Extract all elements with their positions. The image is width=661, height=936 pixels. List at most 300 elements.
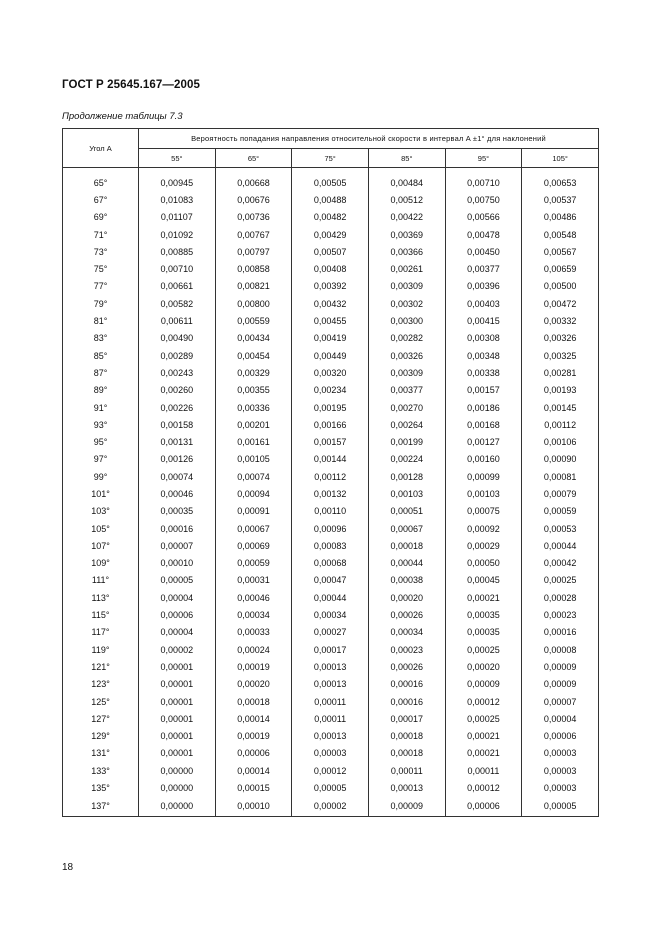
angle-column-header: Угол A [63, 129, 139, 168]
probability-cell: 0,00007 [139, 537, 216, 554]
probability-cell: 0,00945 [139, 174, 216, 191]
probability-cell: 0,00302 [368, 295, 445, 312]
angle-cell: 129° [63, 728, 139, 745]
probability-cell: 0,00021 [445, 745, 522, 762]
probability-cell: 0,00004 [139, 624, 216, 641]
probability-cell: 0,00128 [368, 468, 445, 485]
probability-cell: 0,00478 [445, 226, 522, 243]
probability-cell: 0,00396 [445, 278, 522, 295]
probability-cell: 0,00611 [139, 312, 216, 329]
probability-cell: 0,00014 [215, 762, 292, 779]
probability-cell: 0,00132 [292, 485, 369, 502]
probability-cell: 0,00014 [215, 710, 292, 727]
probability-cell: 0,00281 [522, 364, 599, 381]
probability-cell: 0,00096 [292, 520, 369, 537]
probability-cell: 0,00046 [215, 589, 292, 606]
probability-cell: 0,00018 [368, 537, 445, 554]
probability-cell: 0,00009 [368, 797, 445, 817]
probability-cell: 0,00021 [445, 589, 522, 606]
probability-cell: 0,00001 [139, 676, 216, 693]
probability-cell: 0,00338 [445, 364, 522, 381]
angle-cell: 105° [63, 520, 139, 537]
probability-cell: 0,00103 [445, 485, 522, 502]
probability-cell: 0,00490 [139, 330, 216, 347]
probability-cell: 0,00002 [292, 797, 369, 817]
angle-cell: 123° [63, 676, 139, 693]
probability-cell: 0,00028 [522, 589, 599, 606]
table-body [63, 174, 599, 816]
probability-cell: 0,00027 [292, 624, 369, 641]
probability-cell: 0,00011 [445, 762, 522, 779]
probability-cell: 0,00166 [292, 416, 369, 433]
probability-cell: 0,00736 [215, 209, 292, 226]
probability-cell: 0,00094 [215, 485, 292, 502]
probability-cell: 0,00548 [522, 226, 599, 243]
table-row [63, 693, 599, 710]
probability-cell: 0,00068 [292, 555, 369, 572]
probability-cell: 0,00006 [139, 606, 216, 623]
probability-cell: 0,00002 [139, 641, 216, 658]
probability-cell: 0,00099 [445, 468, 522, 485]
probability-cell: 0,00332 [522, 312, 599, 329]
probability-cell: 0,00026 [368, 658, 445, 675]
probability-cell: 0,00419 [292, 330, 369, 347]
probability-cell: 0,00432 [292, 295, 369, 312]
probability-cell: 0,00224 [368, 451, 445, 468]
probability-cell: 0,00355 [215, 382, 292, 399]
probability-cell: 0,00016 [522, 624, 599, 641]
probability-cell: 0,00006 [215, 745, 292, 762]
probability-cell: 0,00320 [292, 364, 369, 381]
probability-cell: 0,00507 [292, 243, 369, 260]
angle-cell: 81° [63, 312, 139, 329]
probability-cell: 0,00488 [292, 191, 369, 208]
probability-cell: 0,00001 [139, 745, 216, 762]
probability-cell: 0,00422 [368, 209, 445, 226]
probability-cell: 0,00408 [292, 260, 369, 277]
probability-cell: 0,00325 [522, 347, 599, 364]
probability-cell: 0,00012 [292, 762, 369, 779]
table-row [63, 347, 599, 364]
probability-cell: 0,00007 [522, 693, 599, 710]
angle-cell: 127° [63, 710, 139, 727]
document-title: ГОСТ Р 25645.167—2005 [62, 79, 200, 91]
probability-cell: 0,00653 [522, 174, 599, 191]
probability-cell: 0,00006 [522, 728, 599, 745]
probability-table [62, 128, 599, 817]
probability-cell: 0,00034 [368, 624, 445, 641]
probability-cell: 0,00234 [292, 382, 369, 399]
probability-cell: 0,00000 [139, 797, 216, 817]
table-row [63, 468, 599, 485]
probability-cell: 0,00668 [215, 174, 292, 191]
probability-cell: 0,00069 [215, 537, 292, 554]
probability-cell: 0,00000 [139, 779, 216, 796]
inclination-header: 55° [139, 149, 216, 168]
table-row [63, 572, 599, 589]
probability-cell: 0,00013 [292, 728, 369, 745]
probability-cell: 0,00016 [368, 693, 445, 710]
table-row [63, 382, 599, 399]
table-row [63, 658, 599, 675]
table-row [63, 676, 599, 693]
angle-cell: 115° [63, 606, 139, 623]
probability-cell: 0,00472 [522, 295, 599, 312]
probability-cell: 0,00308 [445, 330, 522, 347]
probability-cell: 0,00029 [445, 537, 522, 554]
probability-cell: 0,00110 [292, 503, 369, 520]
probability-cell: 0,00537 [522, 191, 599, 208]
probability-cell: 0,00024 [215, 641, 292, 658]
probability-cell: 0,00429 [292, 226, 369, 243]
probability-cell: 0,00011 [368, 762, 445, 779]
probability-cell: 0,00336 [215, 399, 292, 416]
table-row [63, 295, 599, 312]
probability-cell: 0,00025 [445, 641, 522, 658]
probability-cell: 0,00019 [215, 658, 292, 675]
probability-cell: 0,00300 [368, 312, 445, 329]
probability-cell: 0,00034 [215, 606, 292, 623]
table-header [63, 129, 599, 168]
probability-cell: 0,00676 [215, 191, 292, 208]
probability-cell: 0,00199 [368, 433, 445, 450]
probability-cell: 0,00044 [292, 589, 369, 606]
probability-cell: 0,00348 [445, 347, 522, 364]
probability-cell: 0,00377 [445, 260, 522, 277]
angle-cell: 87° [63, 364, 139, 381]
probability-cell: 0,00053 [522, 520, 599, 537]
table-row [63, 520, 599, 537]
table-row [63, 537, 599, 554]
probability-cell: 0,00074 [215, 468, 292, 485]
probability-cell: 0,00112 [292, 468, 369, 485]
probability-cell: 0,00566 [445, 209, 522, 226]
probability-cell: 0,00377 [368, 382, 445, 399]
probability-cell: 0,00010 [139, 555, 216, 572]
probability-cell: 0,00013 [292, 676, 369, 693]
probability-cell: 0,00013 [292, 658, 369, 675]
probability-cell: 0,00486 [522, 209, 599, 226]
table-row [63, 209, 599, 226]
probability-cell: 0,00005 [139, 572, 216, 589]
table-row [63, 260, 599, 277]
probability-cell: 0,00500 [522, 278, 599, 295]
probability-cell: 0,00004 [139, 589, 216, 606]
probability-cell: 0,00168 [445, 416, 522, 433]
probability-column-header: Вероятность попадания направления относительной скорости в интервал A ±1° для наклонений [139, 129, 599, 149]
angle-cell: 99° [63, 468, 139, 485]
probability-cell: 0,00033 [215, 624, 292, 641]
probability-cell: 0,00015 [215, 779, 292, 796]
probability-cell: 0,00449 [292, 347, 369, 364]
table-row [63, 589, 599, 606]
angle-cell: 133° [63, 762, 139, 779]
inclination-header: 65° [215, 149, 292, 168]
probability-cell: 0,00044 [522, 537, 599, 554]
probability-cell: 0,00012 [445, 693, 522, 710]
probability-cell: 0,00106 [522, 433, 599, 450]
probability-cell: 0,00512 [368, 191, 445, 208]
probability-cell: 0,00018 [368, 745, 445, 762]
inclination-header: 85° [368, 149, 445, 168]
angle-cell: 77° [63, 278, 139, 295]
probability-cell: 0,00090 [522, 451, 599, 468]
probability-cell: 0,00003 [522, 779, 599, 796]
angle-cell: 121° [63, 658, 139, 675]
probability-cell: 0,00059 [522, 503, 599, 520]
probability-cell: 0,00011 [292, 693, 369, 710]
probability-cell: 0,01092 [139, 226, 216, 243]
probability-cell: 0,00026 [368, 606, 445, 623]
probability-cell: 0,00201 [215, 416, 292, 433]
probability-cell: 0,00326 [368, 347, 445, 364]
probability-cell: 0,00131 [139, 433, 216, 450]
probability-cell: 0,00008 [522, 641, 599, 658]
probability-cell: 0,00326 [522, 330, 599, 347]
table-row [63, 606, 599, 623]
probability-cell: 0,00001 [139, 658, 216, 675]
probability-cell: 0,00369 [368, 226, 445, 243]
angle-cell: 69° [63, 209, 139, 226]
probability-cell: 0,00415 [445, 312, 522, 329]
probability-cell: 0,00112 [522, 416, 599, 433]
probability-cell: 0,00195 [292, 399, 369, 416]
probability-cell: 0,00309 [368, 364, 445, 381]
angle-cell: 79° [63, 295, 139, 312]
probability-cell: 0,00012 [445, 779, 522, 796]
probability-cell: 0,00000 [139, 762, 216, 779]
table-row [63, 624, 599, 641]
angle-cell: 125° [63, 693, 139, 710]
probability-cell: 0,00582 [139, 295, 216, 312]
probability-cell: 0,00038 [368, 572, 445, 589]
table-row [63, 641, 599, 658]
probability-cell: 0,00482 [292, 209, 369, 226]
probability-cell: 0,00004 [522, 710, 599, 727]
inclination-header: 75° [292, 149, 369, 168]
inclination-header: 105° [522, 149, 599, 168]
probability-cell: 0,00018 [368, 728, 445, 745]
table-row [63, 330, 599, 347]
angle-cell: 75° [63, 260, 139, 277]
probability-cell: 0,00261 [368, 260, 445, 277]
table-row [63, 433, 599, 450]
probability-cell: 0,00126 [139, 451, 216, 468]
table-row [63, 710, 599, 727]
probability-cell: 0,00289 [139, 347, 216, 364]
table-row [63, 555, 599, 572]
probability-table-container [62, 128, 599, 817]
probability-cell: 0,00484 [368, 174, 445, 191]
probability-cell: 0,00067 [368, 520, 445, 537]
probability-cell: 0,00044 [368, 555, 445, 572]
table-row [63, 399, 599, 416]
probability-cell: 0,00083 [292, 537, 369, 554]
angle-cell: 97° [63, 451, 139, 468]
probability-cell: 0,00186 [445, 399, 522, 416]
angle-cell: 91° [63, 399, 139, 416]
probability-cell: 0,00045 [445, 572, 522, 589]
table-row [63, 278, 599, 295]
angle-cell: 135° [63, 779, 139, 796]
probability-cell: 0,01083 [139, 191, 216, 208]
probability-cell: 0,00006 [445, 797, 522, 817]
probability-cell: 0,00023 [368, 641, 445, 658]
probability-cell: 0,00050 [445, 555, 522, 572]
angle-cell: 131° [63, 745, 139, 762]
probability-cell: 0,00003 [522, 762, 599, 779]
table-row [63, 191, 599, 208]
probability-cell: 0,00661 [139, 278, 216, 295]
probability-cell: 0,00067 [215, 520, 292, 537]
probability-cell: 0,00455 [292, 312, 369, 329]
table-row [63, 226, 599, 243]
probability-cell: 0,00767 [215, 226, 292, 243]
angle-cell: 85° [63, 347, 139, 364]
angle-cell: 117° [63, 624, 139, 641]
probability-cell: 0,00023 [522, 606, 599, 623]
probability-cell: 0,00161 [215, 433, 292, 450]
probability-cell: 0,00797 [215, 243, 292, 260]
angle-cell: 119° [63, 641, 139, 658]
probability-cell: 0,00005 [292, 779, 369, 796]
probability-cell: 0,00010 [215, 797, 292, 817]
probability-cell: 0,00020 [215, 676, 292, 693]
probability-cell: 0,00025 [522, 572, 599, 589]
probability-cell: 0,00403 [445, 295, 522, 312]
probability-cell: 0,00074 [139, 468, 216, 485]
probability-cell: 0,00046 [139, 485, 216, 502]
probability-cell: 0,00659 [522, 260, 599, 277]
probability-cell: 0,00001 [139, 710, 216, 727]
probability-cell: 0,00243 [139, 364, 216, 381]
probability-cell: 0,00710 [139, 260, 216, 277]
angle-cell: 103° [63, 503, 139, 520]
probability-cell: 0,00035 [445, 606, 522, 623]
table-row [63, 779, 599, 796]
probability-cell: 0,00011 [292, 710, 369, 727]
probability-cell: 0,00035 [445, 624, 522, 641]
probability-cell: 0,00145 [522, 399, 599, 416]
angle-cell: 101° [63, 485, 139, 502]
probability-cell: 0,00003 [292, 745, 369, 762]
angle-cell: 95° [63, 433, 139, 450]
probability-cell: 0,00105 [215, 451, 292, 468]
probability-cell: 0,00226 [139, 399, 216, 416]
probability-cell: 0,00270 [368, 399, 445, 416]
table-row [63, 312, 599, 329]
angle-cell: 83° [63, 330, 139, 347]
angle-cell: 111° [63, 572, 139, 589]
probability-cell: 0,00035 [139, 503, 216, 520]
probability-cell: 0,00193 [522, 382, 599, 399]
probability-cell: 0,00075 [445, 503, 522, 520]
probability-cell: 0,01107 [139, 209, 216, 226]
probability-cell: 0,00034 [292, 606, 369, 623]
probability-cell: 0,00091 [215, 503, 292, 520]
angle-cell: 89° [63, 382, 139, 399]
probability-cell: 0,00434 [215, 330, 292, 347]
probability-cell: 0,00009 [522, 658, 599, 675]
angle-cell: 107° [63, 537, 139, 554]
probability-cell: 0,00309 [368, 278, 445, 295]
angle-cell: 93° [63, 416, 139, 433]
table-row [63, 364, 599, 381]
probability-cell: 0,00567 [522, 243, 599, 260]
probability-cell: 0,00016 [139, 520, 216, 537]
probability-cell: 0,00366 [368, 243, 445, 260]
probability-cell: 0,00019 [215, 728, 292, 745]
probability-cell: 0,00009 [445, 676, 522, 693]
probability-cell: 0,00800 [215, 295, 292, 312]
probability-cell: 0,00005 [522, 797, 599, 817]
probability-cell: 0,00157 [445, 382, 522, 399]
probability-cell: 0,00505 [292, 174, 369, 191]
probability-cell: 0,00003 [522, 745, 599, 762]
angle-cell: 71° [63, 226, 139, 243]
probability-cell: 0,00020 [368, 589, 445, 606]
table-row [63, 416, 599, 433]
probability-cell: 0,00016 [368, 676, 445, 693]
probability-cell: 0,00454 [215, 347, 292, 364]
probability-cell: 0,00392 [292, 278, 369, 295]
probability-cell: 0,00009 [522, 676, 599, 693]
probability-cell: 0,00047 [292, 572, 369, 589]
table-row [63, 451, 599, 468]
angle-cell: 65° [63, 174, 139, 191]
table-caption: Продолжение таблицы 7.3 [62, 111, 183, 122]
table-row [63, 762, 599, 779]
angle-cell: 137° [63, 797, 139, 817]
angle-cell: 113° [63, 589, 139, 606]
probability-cell: 0,00017 [292, 641, 369, 658]
probability-cell: 0,00329 [215, 364, 292, 381]
probability-cell: 0,00051 [368, 503, 445, 520]
probability-cell: 0,00042 [522, 555, 599, 572]
table-row [63, 243, 599, 260]
probability-cell: 0,00025 [445, 710, 522, 727]
table-row [63, 745, 599, 762]
probability-cell: 0,00160 [445, 451, 522, 468]
probability-cell: 0,00157 [292, 433, 369, 450]
probability-cell: 0,00264 [368, 416, 445, 433]
angle-cell: 73° [63, 243, 139, 260]
table-row [63, 485, 599, 502]
probability-cell: 0,00559 [215, 312, 292, 329]
probability-cell: 0,00103 [368, 485, 445, 502]
probability-cell: 0,00282 [368, 330, 445, 347]
probability-cell: 0,00020 [445, 658, 522, 675]
probability-cell: 0,00158 [139, 416, 216, 433]
probability-cell: 0,00001 [139, 728, 216, 745]
angle-cell: 67° [63, 191, 139, 208]
probability-cell: 0,00144 [292, 451, 369, 468]
probability-cell: 0,00450 [445, 243, 522, 260]
probability-cell: 0,00021 [445, 728, 522, 745]
probability-cell: 0,00017 [368, 710, 445, 727]
probability-cell: 0,00260 [139, 382, 216, 399]
probability-cell: 0,00018 [215, 693, 292, 710]
probability-cell: 0,00059 [215, 555, 292, 572]
header-row-top [63, 129, 599, 149]
probability-cell: 0,00750 [445, 191, 522, 208]
probability-cell: 0,00092 [445, 520, 522, 537]
probability-cell: 0,00821 [215, 278, 292, 295]
angle-cell: 109° [63, 555, 139, 572]
probability-cell: 0,00127 [445, 433, 522, 450]
probability-cell: 0,00858 [215, 260, 292, 277]
table-row [63, 728, 599, 745]
